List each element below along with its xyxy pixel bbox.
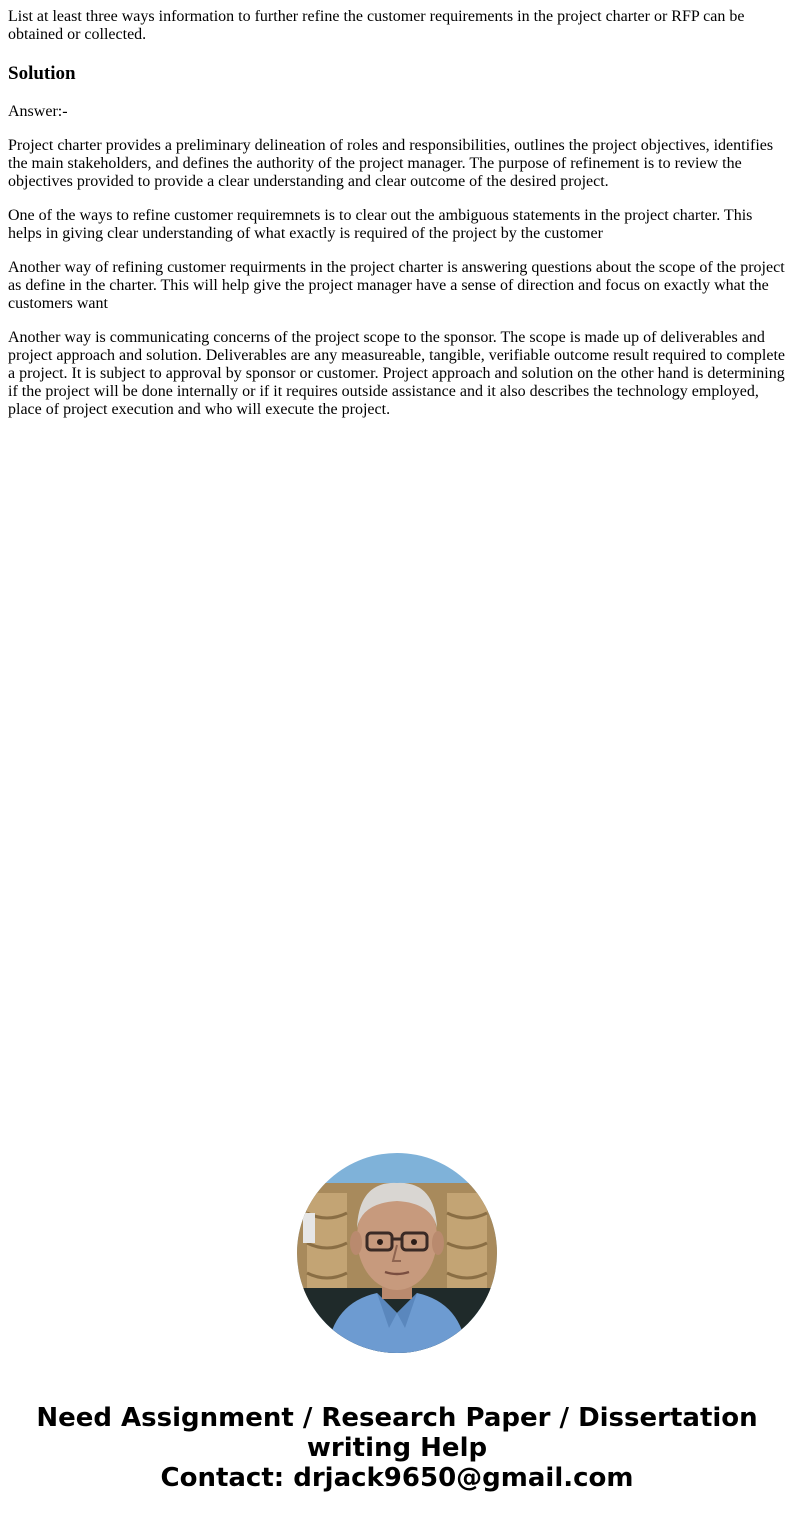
question-text: List at least three ways information to further refine the customer requirements in the project charter or RFP can be obtained or collected. xyxy=(8,8,745,43)
promo-line: writing Help xyxy=(306,1433,488,1463)
answer-paragraph: Another way is communicating concerns of the project scope to the sponsor. The scope is made up of deliverables and project approach and solution. Deliverables are any measureable, tangible, verifiable outcome result required to complete a project. It is subject to approval by sponsor or customer. Project approach and solution on the other hand is determining if the project will be done internally or if it requires outside assistance and it also describes the technology employed, place of project execution and who will execute the project. xyxy=(8,329,786,418)
answer-label: Answer:- xyxy=(8,103,68,120)
document-body xyxy=(8,8,786,419)
promo-contact: Contact: drjack9650@gmail.com xyxy=(160,1463,634,1493)
solution-heading: Solution xyxy=(8,63,76,84)
promo-line: Need Assignment / Research Paper / Dissertation xyxy=(36,1403,758,1433)
author-portrait xyxy=(297,1153,497,1353)
answer-paragraph: Project charter provides a preliminary delineation of roles and responsibilities, outlines the project objectives, identifies the main stakeholders, and defines the authority of the project manager. The purpose of refinement is to review the objectives provided to provide a clear understanding and clear outcome of the desired project. xyxy=(8,137,774,190)
answer-paragraph: Another way of refining customer requirments in the project charter is answering questions about the scope of the project as define in the charter. This will help give the project manager have a sense of direction and focus on exactly what the customers want xyxy=(8,259,785,312)
answer-paragraph: One of the ways to refine customer requiremnets is to clear out the ambiguous statements in the project charter. This helps in giving clear understanding of what exactly is required of the project by the customer xyxy=(8,207,753,242)
promo-banner xyxy=(0,1403,794,1493)
